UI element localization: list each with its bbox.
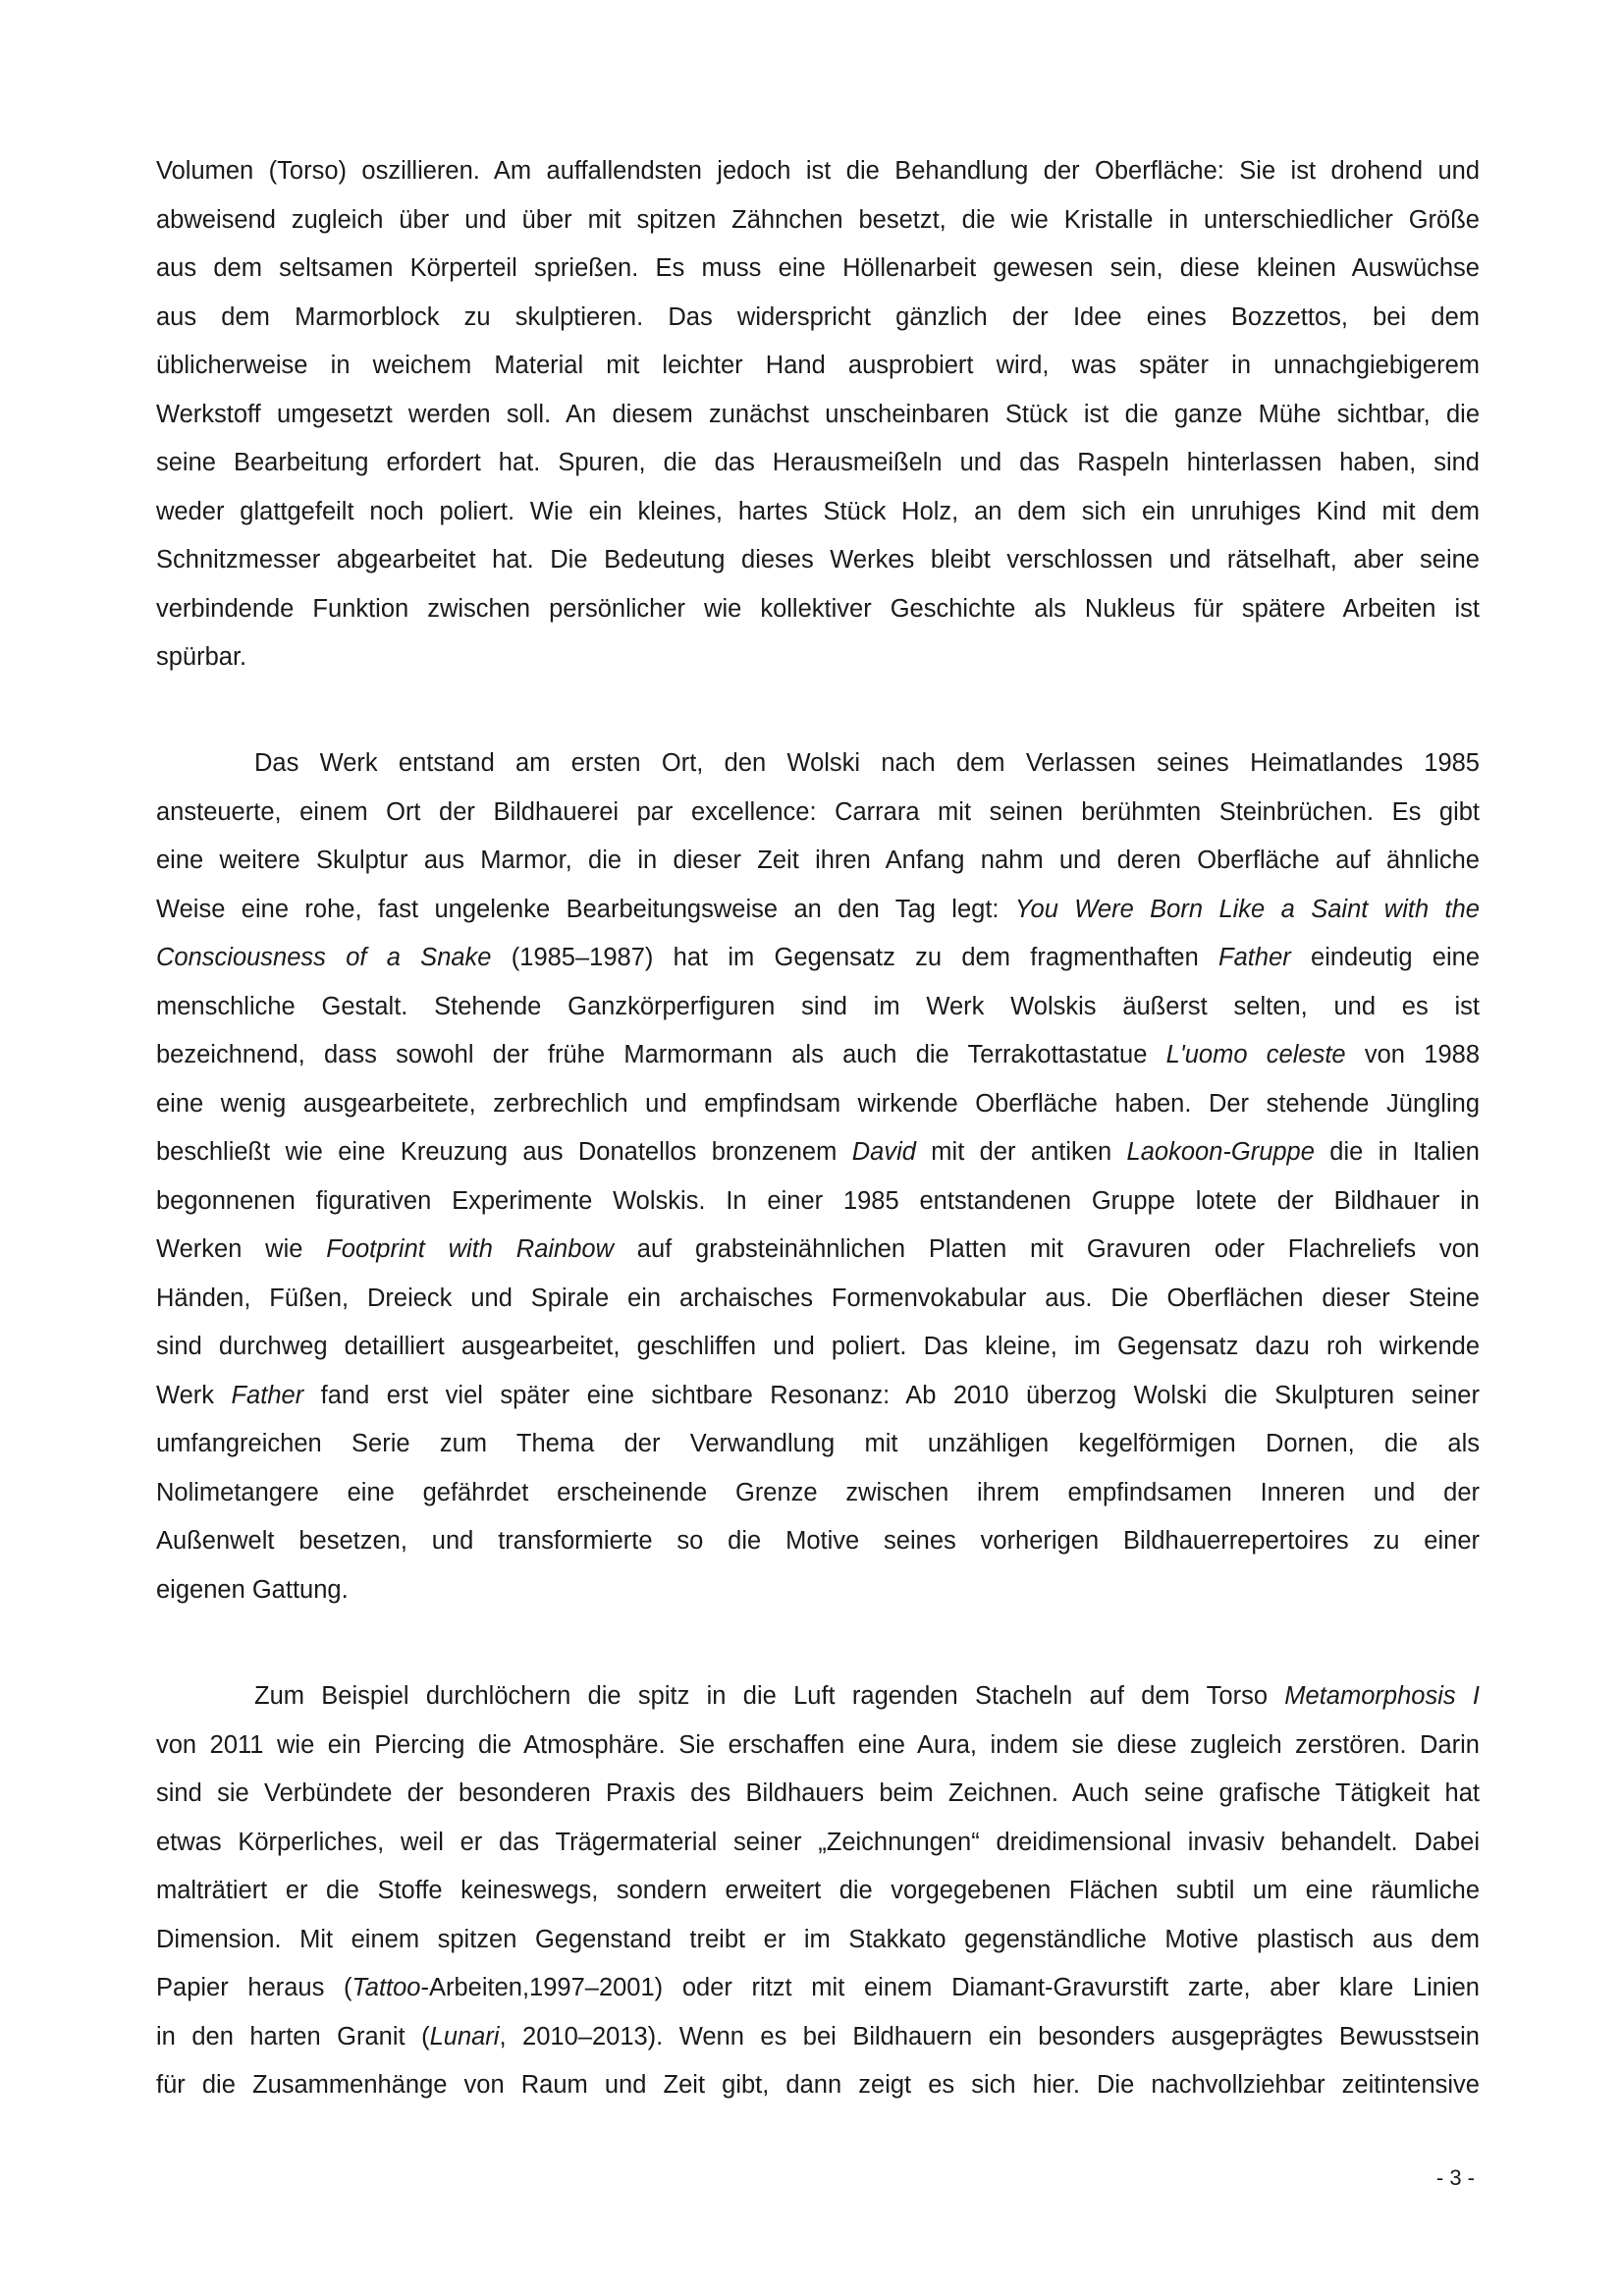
text-line (156, 1420, 1480, 1469)
text-line (156, 585, 1480, 634)
text-line (156, 2013, 1480, 2062)
text-run: verbindende Funktion zwischen persönlicher wie kollektiver Geschichte als Nukleus für spätere Arbeiten ist (156, 594, 1480, 623)
page-number: - 3 - (1435, 2165, 1475, 2190)
text-line (156, 1372, 1480, 1421)
artwork-title: Footprint with Rainbow (326, 1235, 614, 1263)
text-run: Volumen (Torso) oszillieren. Am auffallendsten jedoch ist die Behandlung der Oberfläche: Sie ist drohend und (156, 157, 1480, 185)
text-line (156, 1177, 1480, 1227)
artwork-title: Metamorphosis I (1284, 1682, 1480, 1710)
text-run: eine wenig ausgearbeitete, zerbrechlich und empfindsam wirkende Oberfläche haben. Der stehende Jüngling (156, 1089, 1480, 1118)
text-line (156, 983, 1480, 1032)
artwork-title: David (851, 1138, 916, 1166)
text-run: sind durchweg detailliert ausgearbeitet, geschliffen und poliert. Das kleine, im Gegensatz dazu roh wirkende (156, 1333, 1480, 1360)
text-run: sind sie Verbündete der besonderen Praxis des Bildhauers beim Zeichnen. Auch seine grafische Tätigkeit hat (156, 1779, 1480, 1807)
text-run: von 2011 wie ein Piercing die Atmosphäre. Sie erschaffen eine Aura, indem sie diese zugleich zerstören. Darin (156, 1730, 1480, 1759)
text-line (156, 439, 1480, 488)
text-run: Nolimetangere eine gefährdet erscheinende Grenze zwischen ihrem empfindsamen Inneren und der (156, 1478, 1480, 1506)
text-run: begonnenen figurativen Experimente Wolskis. In einer 1985 entstandenen Gruppe lotete der Bildhauer in (156, 1186, 1480, 1215)
text-run: für die Zusammenhänge von Raum und Zeit gibt, dann zeigt es sich hier. Die nachvollziehbar zeitintensive (156, 2071, 1480, 2099)
text-line (156, 1916, 1480, 1965)
text-line (156, 536, 1480, 585)
paragraph-3 (156, 1672, 1480, 2110)
text-line (156, 837, 1480, 886)
text-run: mit der antiken (915, 1138, 1127, 1166)
text-run: Das Werk entstand am ersten Ort, den Wolski nach dem Verlassen seines Heimatlandes 1985 (254, 749, 1480, 777)
artwork-title: Tattoo (351, 1974, 421, 2001)
text-line (156, 1323, 1480, 1372)
paragraph-1 (156, 147, 1480, 683)
text-run: Papier heraus ( (156, 1974, 352, 2001)
artwork-title: L'uomo celeste (1165, 1041, 1346, 1068)
text-line (156, 1672, 1480, 1722)
text-run: ansteuerte, einem Ort der Bildhauerei par excellence: Carrara mit seinen berühmten Steinbrüchen. Es gibt (156, 797, 1480, 826)
text-line (156, 1469, 1480, 1518)
text-run: Außenwelt besetzen, und transformierte so die Motive seines vorherigen Bildhauerrepertoires zu einer (156, 1527, 1480, 1555)
text-line (156, 1770, 1480, 1819)
text-line (156, 789, 1480, 838)
artwork-title: Father (231, 1381, 304, 1409)
text-run: (1985–1987) hat im Gegensatz zu dem fragmenthaften (491, 944, 1219, 971)
text-run: Händen, Füßen, Dreieck und Spirale ein archaisches Formenvokabular aus. Die Oberflächen dieser Steine (156, 1284, 1480, 1312)
text-line (156, 196, 1480, 246)
text-run: Werken wie (156, 1235, 327, 1263)
artwork-title: Consciousness of a Snake (156, 944, 492, 971)
text-line (156, 1080, 1480, 1129)
text-line (156, 294, 1480, 343)
text-run: spürbar. (156, 643, 247, 671)
text-run: fand erst viel später eine sichtbare Resonanz: Ab 2010 überzog Wolski die Skulpturen seiner (303, 1381, 1480, 1409)
text-line (156, 245, 1480, 294)
text-run: bezeichnend, dass sowohl der frühe Marmormann als auch die Terrakottastatue (156, 1041, 1166, 1068)
text-line (156, 739, 1480, 789)
text-run: umfangreichen Serie zum Thema der Verwandlung mit unzähligen kegelförmigen Dornen, die als (156, 1430, 1480, 1457)
text-run: in den harten Granit ( (156, 2022, 430, 2050)
text-run: menschliche Gestalt. Stehende Ganzkörperfiguren sind im Werk Wolskis äußerst selten, und es ist (156, 992, 1480, 1020)
text-run: Weise eine rohe, fast ungelenke Bearbeitungsweise an den Tag legt: (156, 895, 1015, 923)
artwork-title: Father (1218, 944, 1291, 971)
text-line (156, 1566, 1480, 1615)
text-line (156, 2061, 1480, 2110)
text-run: etwas Körperliches, weil er das Trägermaterial seiner „Zeichnungen“ dreidimensional invasiv behandelt. Dabei (156, 1828, 1480, 1856)
text-run: üblicherweise in weichem Material mit leichter Hand ausprobiert wird, was später in unnachgiebigerem (156, 352, 1480, 379)
text-run: -Arbeiten,1997–2001) oder ritzt mit einem Diamant-Gravurstift zarte, aber klare Linien (420, 1974, 1480, 2001)
text-run: Schnitzmesser abgearbeitet hat. Die Bedeutung dieses Werkes bleibt verschlossen und rätselhaft, aber seine (156, 546, 1480, 574)
text-run: die in Italien (1314, 1138, 1480, 1166)
artwork-title: You Were Born Like a Saint with the (1014, 895, 1480, 923)
text-line (156, 1964, 1480, 2013)
text-line (156, 1722, 1480, 1771)
text-run: Zum Beispiel durchlöchern die spitz in die Luft ragenden Stacheln auf dem Torso (254, 1682, 1285, 1710)
artwork-title: Lunari (429, 2022, 500, 2050)
text-run: Werkstoff umgesetzt werden soll. An diesem zunächst unscheinbaren Stück ist die ganze Mühe sichtbar, die (156, 400, 1480, 428)
text-line (156, 934, 1480, 983)
text-line (156, 1226, 1480, 1275)
text-run: eigenen Gattung. (156, 1575, 349, 1604)
text-line (156, 342, 1480, 391)
text-line (156, 391, 1480, 440)
text-line (156, 1128, 1480, 1177)
text-line (156, 886, 1480, 935)
text-run: aus dem Marmorblock zu skulptieren. Das widerspricht gänzlich der Idee eines Bozzettos, bei dem (156, 302, 1480, 331)
text-run: malträtiert er die Stoffe keineswegs, sondern erweitert die vorgegebenen Flächen subtil um eine räumliche (156, 1877, 1480, 1904)
text-run: eindeutig eine (1290, 944, 1480, 971)
text-run: Dimension. Mit einem spitzen Gegenstand treibt er im Stakkato gegenständliche Motive plastisch aus dem (156, 1925, 1480, 1953)
text-line (156, 633, 1480, 683)
text-run: Werk (156, 1381, 232, 1409)
text-run: eine weitere Skulptur aus Marmor, die in dieser Zeit ihren Anfang nahm und deren Oberfläche auf ähnliche (156, 847, 1480, 874)
text-line (156, 488, 1480, 537)
text-run: aus dem seltsamen Körperteil sprießen. Es muss eine Höllenarbeit gewesen sein, diese kleinen Auswüchse (156, 254, 1480, 282)
text-line (156, 1867, 1480, 1916)
text-run: abweisend zugleich über und über mit spitzen Zähnchen besetzt, die wie Kristalle in unterschiedlicher Größe (156, 205, 1480, 234)
text-run: von 1988 (1345, 1041, 1480, 1068)
text-run: weder glattgefeilt noch poliert. Wie ein kleines, hartes Stück Holz, an dem sich ein unruhiges Kind mit dem (156, 497, 1480, 525)
artwork-title: Laokoon-Gruppe (1126, 1138, 1315, 1166)
text-line (156, 147, 1480, 196)
text-run: beschließt wie eine Kreuzung aus Donatellos bronzenem (156, 1138, 852, 1166)
text-run: seine Bearbeitung erfordert hat. Spuren, die das Herausmeißeln und das Raspeln hinterlassen haben, sind (156, 449, 1480, 476)
text-line (156, 1819, 1480, 1868)
text-line (156, 1275, 1480, 1324)
text-run: auf grabsteinähnlichen Platten mit Gravuren oder Flachreliefs von (614, 1235, 1480, 1263)
paragraph-2 (156, 739, 1480, 1614)
text-line (156, 1517, 1480, 1566)
text-line (156, 1031, 1480, 1080)
text-run: , 2010–2013). Wenn es bei Bildhauern ein besonders ausgeprägtes Bewusstsein (499, 2022, 1480, 2050)
